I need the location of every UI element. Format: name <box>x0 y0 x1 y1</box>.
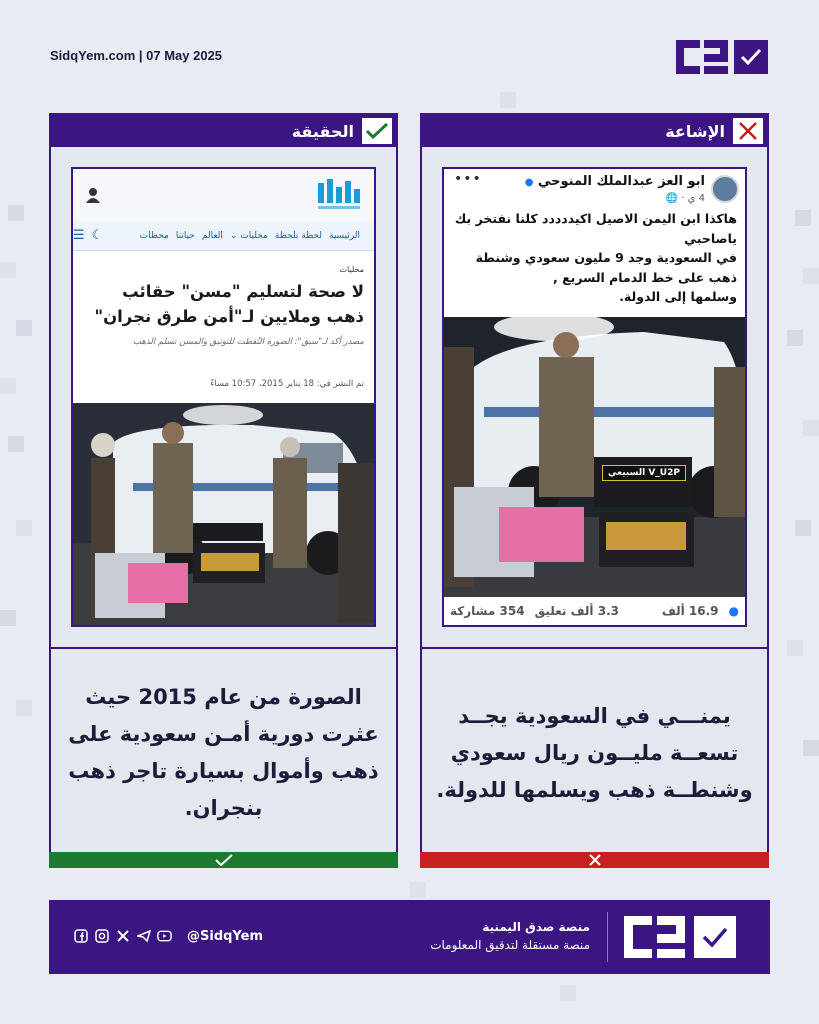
news-article-screenshot <box>71 167 376 627</box>
article-subtitle: مصدر أكد لـ"سبق": الصورة التُقطت للتوثيق والمسن تسلم الذهب <box>133 337 364 347</box>
user-icon <box>85 187 101 203</box>
rumor-divider <box>422 647 767 649</box>
separator: | <box>138 48 143 63</box>
post-stats <box>444 597 745 625</box>
share-count[interactable]: 354 مشاركة <box>450 604 525 618</box>
rumor-title: الإشاعة <box>665 121 725 141</box>
post-text: هاكذا ابن اليمن الاصيل اكيددددد كلنا نفتخر بك ياصاحبي في السعودية وجد 9 مليون سعودي وشنطة ذهب على خط الدمام السريع , وسلمها إلى الدولة. <box>454 211 737 304</box>
nav-life[interactable]: حياتنا <box>175 230 195 241</box>
nav-world[interactable]: العالم <box>201 230 223 241</box>
rumor-footer-bar <box>420 852 769 868</box>
post-author[interactable]: ابو العز عبدالملك المنوحي ● <box>524 174 705 189</box>
truth-title: الحقيقة <box>291 121 354 141</box>
nav-home[interactable]: الرئيسية <box>329 230 360 241</box>
x-icon[interactable] <box>115 928 130 943</box>
x-icon <box>589 854 601 866</box>
check-icon <box>362 118 392 144</box>
check-icon <box>215 854 233 866</box>
org-name: منصة صدق اليمنية <box>482 920 590 934</box>
watermark: السبيعي V_U2P <box>602 465 686 481</box>
reaction-count[interactable]: 16.9 ألف <box>661 604 719 618</box>
news-site-header <box>73 169 374 221</box>
menu-icon[interactable]: ☰ <box>73 228 85 243</box>
comment-count[interactable]: 3.3 ألف تعليق <box>534 604 619 618</box>
truth-header <box>51 115 396 147</box>
footer-bar <box>49 900 770 974</box>
social-icons <box>73 928 172 943</box>
date: 07 May 2025 <box>146 48 223 63</box>
facebook-post-screenshot <box>442 167 747 627</box>
nav-live[interactable]: لحظة بلحظة <box>274 230 322 241</box>
rumor-header <box>422 115 767 147</box>
nav-stations[interactable]: محطات <box>139 230 169 241</box>
truth-caption: الصورة من عام 2015 حيث عثرت دورية أمـن سعودية على ذهب وأموال بسيارة تاجر ذهب بنجران. <box>68 685 379 820</box>
facebook-icon[interactable] <box>73 928 88 943</box>
article-photo <box>73 403 374 625</box>
sidq-logo-icon <box>676 38 770 76</box>
moon-icon[interactable]: ☾ <box>91 228 104 243</box>
site-date-line <box>50 48 222 63</box>
truth-footer-bar <box>49 852 398 868</box>
instagram-icon[interactable] <box>94 928 109 943</box>
post-time: 4 ي · 🌐 <box>665 193 705 204</box>
truth-panel <box>49 113 398 868</box>
avatar[interactable] <box>711 175 739 203</box>
post-photo[interactable] <box>444 317 745 597</box>
site-url: SidqYem.com <box>50 48 136 63</box>
x-icon <box>733 118 763 144</box>
article-category: محليات <box>339 265 364 274</box>
article-date: تم النشر في: 18 يناير 2015، 10:57 مساءً <box>210 379 364 389</box>
org-tagline: منصة مستقلة لتدقيق المعلومات <box>430 938 590 952</box>
social-handle[interactable]: @SidqYem <box>187 929 264 944</box>
rumor-panel <box>420 113 769 868</box>
rumor-caption: يمنـــي في السعودية يجــد تسعــة مليــون ريال سعودي وشنطــة ذهب ويسلمها للدولة. <box>436 703 753 802</box>
truth-divider <box>51 647 396 649</box>
news-site-logo <box>316 177 364 213</box>
news-nav-bar <box>73 221 374 251</box>
telegram-icon[interactable] <box>136 928 151 943</box>
article-headline: لا صحة لتسليم "مسن" حقائب ذهب وملايين لـ"أمن طرق نجران" <box>94 282 364 326</box>
like-icon[interactable]: ● <box>728 604 739 618</box>
footer-separator <box>607 912 608 962</box>
sidq-logo-icon <box>624 914 744 960</box>
youtube-icon[interactable] <box>157 928 172 943</box>
verified-icon: ● <box>524 177 534 188</box>
more-options-icon[interactable]: ••• <box>454 171 482 187</box>
nav-local[interactable]: محليات ⌄ <box>229 230 268 241</box>
